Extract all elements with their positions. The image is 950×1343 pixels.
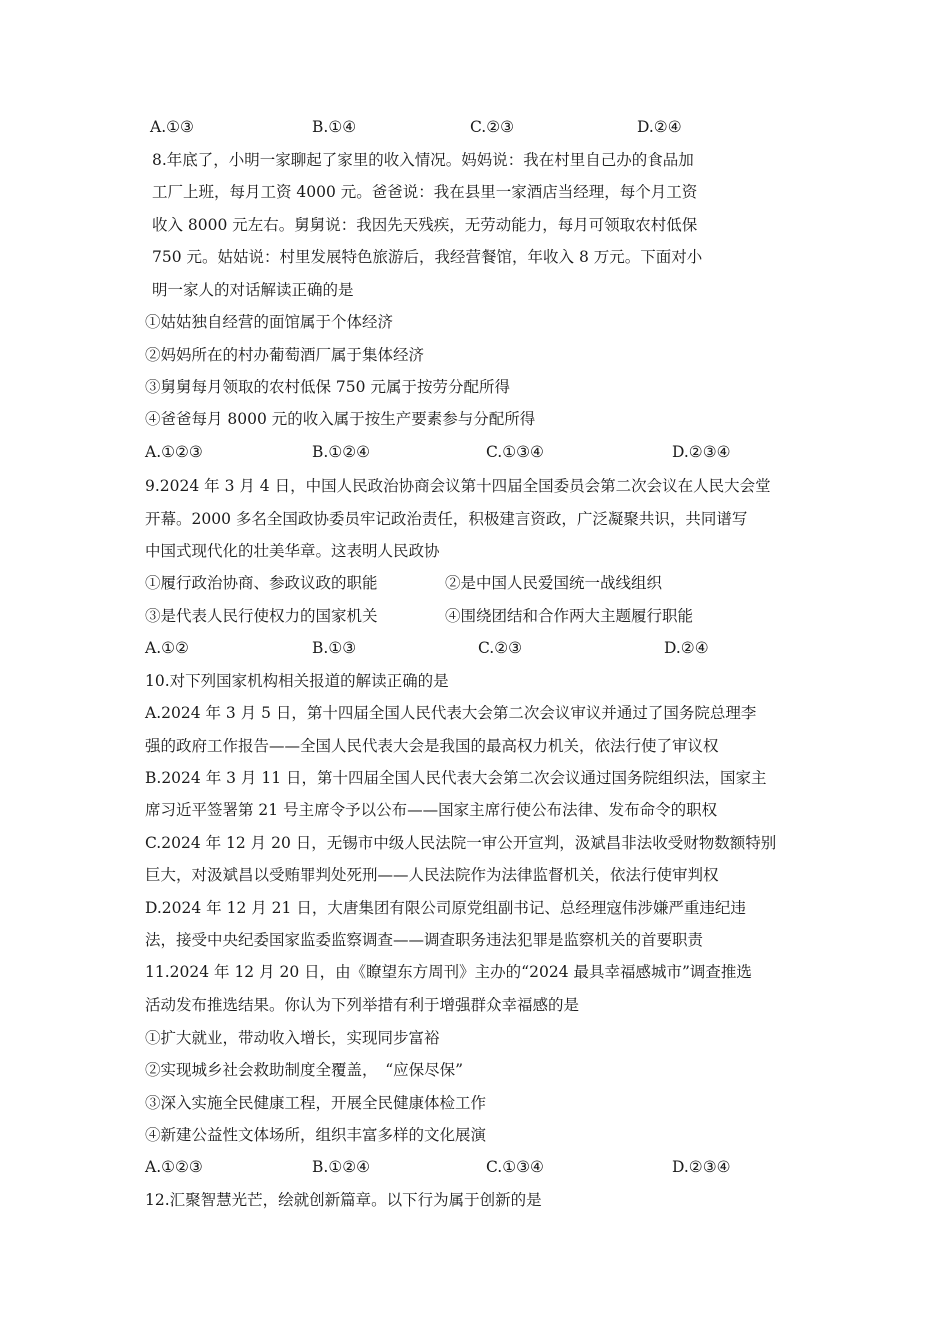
q8-item: ③舅舅每月领取的农村低保 750 元属于按劳分配所得 — [145, 378, 510, 396]
q7-option-b: B.①④ — [312, 118, 357, 136]
q8-option-a: A.①②③ — [145, 443, 203, 461]
q8-item: ④爸爸每月 8000 元的收入属于按生产要素参与分配所得 — [145, 410, 536, 428]
q11-item: ④新建公益性文体场所，组织丰富多样的文化展演 — [145, 1126, 487, 1144]
q8-stem-line: 收入 8000 元左右。舅舅说：我因先天残疾，无劳动能力，每月可领取农村低保 — [152, 216, 698, 234]
q10-option-c-line2: 巨大，对汲斌昌以受贿罪判处死刑——人民法院作为法律监督机关，依法行使审判权 — [145, 866, 719, 884]
q11-item: ②实现城乡社会救助制度全覆盖， “应保尽保” — [145, 1061, 464, 1079]
q10-stem: 10.对下列国家机构相关报道的解读正确的是 — [145, 672, 449, 690]
q7-option-c: C.②③ — [470, 118, 515, 136]
q10-option-c-line1: C.2024 年 12 月 20 日，无锡市中级人民法院一审公开宣判，汲斌昌非法收受财物数额特别 — [145, 834, 777, 852]
q9-option-b: B.①③ — [312, 639, 357, 657]
q8-stem-line: 750 元。姑姑说：村里发展特色旅游后，我经营餐馆，年收入 8 万元。下面对小 — [152, 248, 703, 266]
q11-item: ①扩大就业，带动收入增长，实现同步富裕 — [145, 1029, 440, 1047]
q9-item: ①履行政治协商、参政议政的职能 — [145, 574, 378, 592]
q8-item: ①姑姑独自经营的面馆属于个体经济 — [145, 313, 394, 331]
q9-option-d: D.②④ — [664, 639, 709, 657]
q11-option-b: B.①②④ — [312, 1158, 371, 1176]
q10-option-d-line1: D.2024 年 12 月 21 日，大唐集团有限公司原党组副书记、总经理寇伟涉嫌严重违纪违 — [145, 899, 746, 917]
q8-stem-line: 8.年底了，小明一家聊起了家里的收入情况。妈妈说：我在村里自己办的食品加 — [152, 151, 694, 169]
q11-option-d: D.②③④ — [672, 1158, 731, 1176]
q7-option-d: D.②④ — [637, 118, 682, 136]
q8-option-d: D.②③④ — [672, 443, 731, 461]
q8-stem-line: 明一家人的对话解读正确的是 — [152, 281, 354, 299]
q7-option-a: A.①③ — [150, 118, 194, 136]
q9-item: ②是中国人民爱国统一战线组织 — [445, 574, 663, 592]
q11-stem-line: 活动发布推选结果。你认为下列举措有利于增强群众幸福感的是 — [145, 996, 580, 1014]
q11-option-c: C.①③④ — [486, 1158, 544, 1176]
q9-option-c: C.②③ — [478, 639, 523, 657]
q8-option-c: C.①③④ — [486, 443, 544, 461]
q8-item: ②妈妈所在的村办葡萄酒厂属于集体经济 — [145, 346, 425, 364]
q9-option-a: A.①② — [145, 639, 189, 657]
q8-stem-line: 工厂上班，每月工资 4000 元。爸爸说：我在县里一家酒店当经理，每个月工资 — [152, 183, 698, 201]
q10-option-b-line2: 席习近平签署第 21 号主席令予以公布——国家主席行使公布法律、发布命令的职权 — [145, 801, 718, 819]
q10-option-b-line1: B.2024 年 3 月 11 日，第十四届全国人民代表大会第二次会议通过国务院组织法，国家主 — [145, 769, 767, 787]
q11-option-a: A.①②③ — [145, 1158, 203, 1176]
q8-option-b: B.①②④ — [312, 443, 371, 461]
q9-item: ③是代表人民行使权力的国家机关 — [145, 607, 378, 625]
q9-stem-line: 中国式现代化的壮美华章。这表明人民政协 — [145, 542, 440, 560]
q9-stem-line: 开幕。2000 多名全国政协委员牢记政治责任，积极建言资政，广泛凝聚共识，共同谱写 — [145, 510, 748, 528]
q11-stem-line: 11.2024 年 12 月 20 日，由《瞭望东方周刊》主办的“2024 最具幸福感城市”调查推选 — [145, 963, 752, 981]
q10-option-a-line2: 强的政府工作报告——全国人民代表大会是我国的最高权力机关，依法行使了审议权 — [145, 737, 719, 755]
q9-item: ④围绕团结和合作两大主题履行职能 — [445, 607, 694, 625]
q9-stem-line: 9.2024 年 3 月 4 日，中国人民政治协商会议第十四届全国委员会第二次会议在人民大会堂 — [145, 477, 771, 495]
q11-item: ③深入实施全民健康工程，开展全民健康体检工作 — [145, 1094, 487, 1112]
q12-stem: 12.汇聚智慧光芒，绘就创新篇章。以下行为属于创新的是 — [145, 1191, 542, 1209]
q10-option-a-line1: A.2024 年 3 月 5 日，第十四届全国人民代表大会第二次会议审议并通过了国务院总理李 — [145, 704, 757, 722]
q10-option-d-line2: 法，接受中央纪委国家监委监察调查——调查职务违法犯罪是监察机关的首要职责 — [145, 931, 704, 949]
